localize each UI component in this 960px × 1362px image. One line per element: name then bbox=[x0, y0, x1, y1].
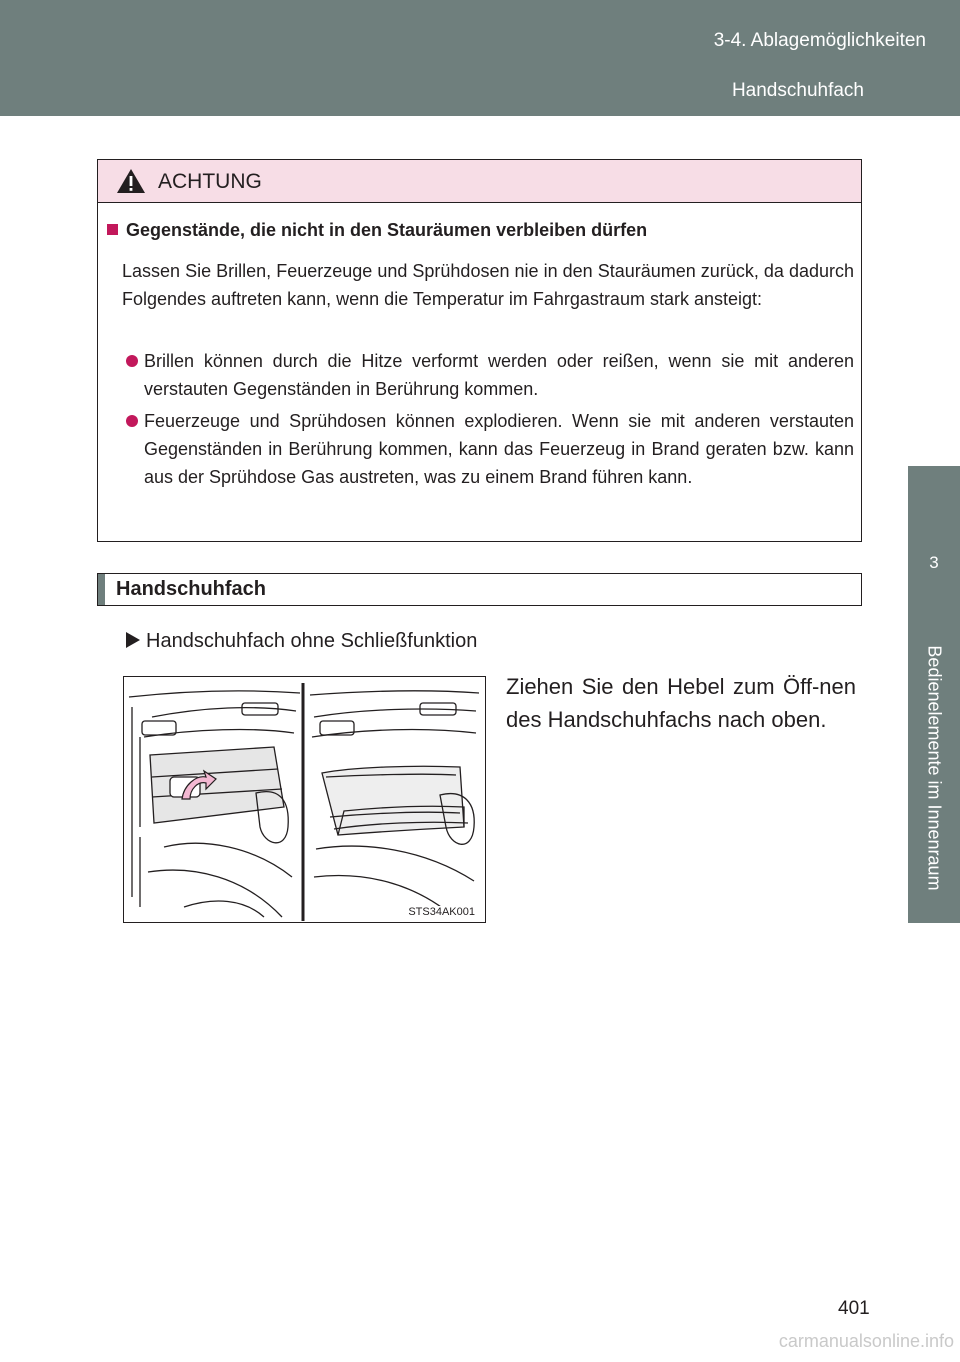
glovebox-illustration bbox=[123, 676, 486, 923]
glovebox-drawing bbox=[124, 677, 485, 922]
warning-bullet-text: Feuerzeuge und Sprühdosen können explodieren. Wenn sie mit anderen verstauten Gegenständen in Berührung kommen, kann das Feuerzeug in Brand geraten bzw. kann aus der Sprühdose Gas austreten, was zu einem Brand führen kann. bbox=[144, 411, 854, 487]
warning-subheading bbox=[107, 220, 647, 241]
section-title: 3-4. Ablagemöglichkeiten bbox=[713, 30, 926, 51]
round-bullet-icon bbox=[126, 415, 138, 427]
watermark: carmanualsonline.info bbox=[778, 1331, 954, 1351]
instruction-text: Ziehen Sie den Hebel zum Öff-nen des Handschuhfachs nach oben. bbox=[506, 674, 856, 732]
warning-bullet-text: Brillen können durch die Hitze verformt werden oder reißen, wenn sie mit anderen verstauten Gegenständen in Berührung kommen. bbox=[144, 351, 854, 399]
round-bullet-icon bbox=[126, 355, 138, 367]
warning-subheading-text: Gegenstände, die nicht in den Stauräumen verbleiben dürfen bbox=[126, 220, 648, 240]
item-heading-text: Handschuhfach ohne Schließfunktion bbox=[146, 630, 478, 652]
illustration-code: STS34AK001 bbox=[408, 906, 475, 918]
section-heading-bar bbox=[97, 573, 862, 606]
section-accent bbox=[98, 574, 105, 605]
warning-bullet bbox=[122, 407, 854, 491]
warning-header bbox=[98, 160, 861, 203]
subsection-title: Handschuhfach bbox=[731, 80, 864, 101]
page-number: 401 bbox=[838, 1298, 870, 1319]
warning-title: ACHTUNG bbox=[158, 170, 262, 193]
warning-paragraph: Lassen Sie Brillen, Feuerzeuge und Sprühdosen nie in den Stauräumen zurück, da dadurch Folgendes auftreten kann, wenn die Temperatur im Fahrgastraum stark ansteigt: bbox=[122, 261, 854, 309]
item-heading bbox=[126, 630, 477, 653]
warning-triangle-icon bbox=[116, 168, 146, 194]
chapter-number: 3 bbox=[929, 553, 939, 572]
triangle-arrow-icon bbox=[126, 632, 140, 648]
square-bullet-icon bbox=[107, 224, 118, 235]
section-heading: Handschuhfach bbox=[116, 578, 267, 600]
side-tab-block bbox=[908, 466, 960, 613]
chapter-label: Bedienelemente im Innenraum bbox=[924, 645, 945, 891]
warning-bullet bbox=[122, 347, 854, 403]
warning-box bbox=[97, 159, 862, 542]
